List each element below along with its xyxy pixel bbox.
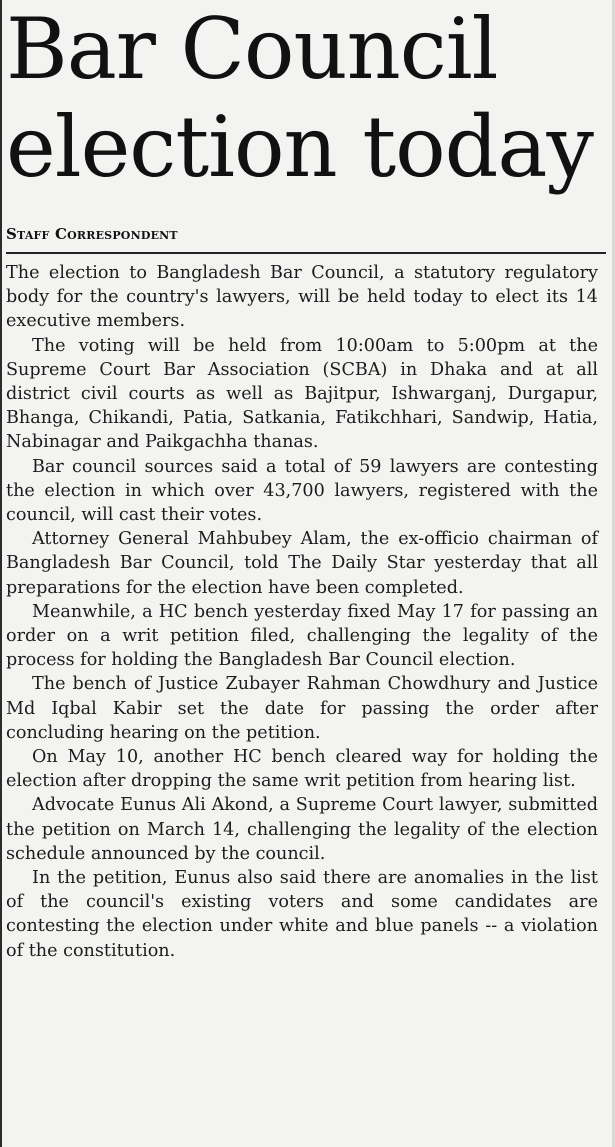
paragraph-1: The election to Bangladesh Bar Council, a statutory regulatory body for the country's lawyers, will be held today to elect its 14 executive members. — [6, 263, 598, 332]
paragraph-3: Bar council sources said a total of 59 lawyers are contesting the election in which over 43,700 lawyers, registered with the council, will cast their votes. — [6, 456, 598, 526]
byline: Staff Correspondent — [6, 225, 178, 243]
paragraph-8: Advocate Eunus Ali Akond, a Supreme Court lawyer, submitted the petition on March 14, challenging the legality of the election schedule announced by the council. — [6, 795, 598, 864]
paragraph-2: The voting will be held from 10:00am to 5:00pm at the Supreme Court Bar Association (SCBA) in Dhaka and at all district civil courts as well as Bajitpur, Ishwarganj, Durgapur, Bhanga, Chikandi, Patia, Satkania, Fatikchhari, Sandwip, Hatia, Nabinagar and Paikgachha thanas. — [6, 335, 598, 453]
paragraph-4: Attorney General Mahbubey Alam, the ex-officio chairman of Bangladesh Bar Council, told The Daily Star yesterday that all preparations for the election have been completed. — [6, 529, 598, 598]
paragraph-6: The bench of Justice Zubayer Rahman Chowdhury and Justice Md Iqbal Kabir set the date for passing the order after concluding hearing on the petition. — [6, 674, 598, 743]
headline — [6, 0, 606, 196]
paragraph-9: In the petition, Eunus also said there are anomalies in the list of the council's existing voters and some candidates are contesting the election under white and blue panels -- a violation of the constitution. — [6, 868, 598, 961]
headline-line-1: Bar Council — [6, 0, 498, 98]
paragraph-7: On May 10, another HC bench cleared way for holding the election after dropping the same writ petition from hearing list. — [6, 747, 598, 792]
headline-line-2: election today — [6, 98, 593, 196]
article-body — [6, 261, 598, 963]
byline-divider — [6, 252, 606, 254]
paragraph-5: Meanwhile, a HC bench yesterday fixed May 17 for passing an order on a writ petition filed, challenging the legality of the process for holding the Bangladesh Bar Council election. — [6, 601, 598, 671]
left-border-line — [0, 0, 2, 1147]
